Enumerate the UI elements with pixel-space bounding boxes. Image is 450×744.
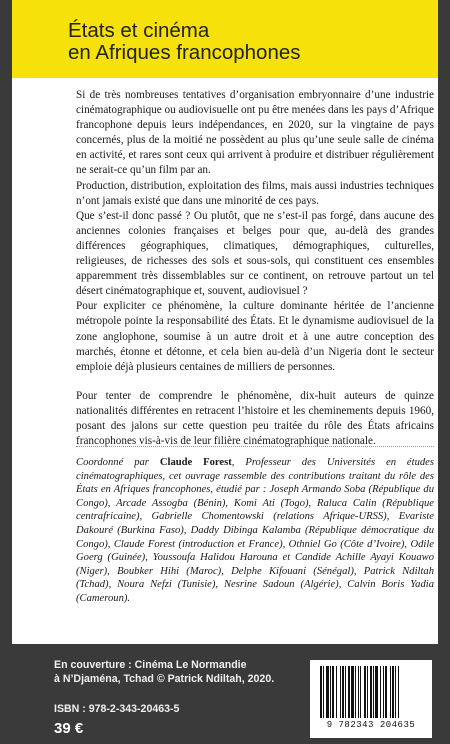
coordinator-name: Claude Forest: [159, 457, 232, 468]
barcode: [310, 660, 432, 738]
paragraph-3: Que s’est-il donc passé ? Ou plutôt, que ne s’est-il pas forgé, dans aucune des anciennes colonies françaises et belges pour que, au-delà des grandes différences géographiques, climatiques, démographiques, culturelles, religieuses, de richesses des sols et sous-sols, qui constituent ces ensembles apparemment très dissemblables sur ce continent, on retrouve partout un tel désert cinématographique et, souvent, audiovisuel ?: [76, 209, 434, 298]
contributors-credits: [76, 456, 434, 606]
dotted-divider: [76, 446, 434, 447]
price: 39 €: [54, 720, 84, 737]
paragraph-4: Pour expliciter ce phénomène, la culture dominante héritée de l’ancienne métropole pointe la responsabilité des États. Et le dynamisme audiovisuel de la zone anglophone, soumise à un autre droit et à une autre conception des marchés, étonne et détonne, et cela bien au-delà d’un Nigeria dont le secteur emploie déjà plusieurs centaines de milliers de personnes.: [76, 300, 434, 373]
barcode-digits: 9 782343 204635: [326, 720, 416, 730]
paragraph-1: Si de très nombreuses tentatives d’organisation embryonnaire d’une industrie cinématographique ou audiovisuelle ont pu être menées dans les pays d’Afrique francophone depuis leurs indépendances, en 2020, sur la vingtaine de pays concernés, plus de la moitié ne possèdent au plus qu’une seule salle de cinéma en activité, et rares sont ceux qui arrivent à produire et distribuer régulièrement ne serait-ce qu’un film par an.: [76, 89, 434, 177]
barcode-bars-icon: [316, 666, 426, 720]
isbn: ISBN : 978-2-343-20463-5: [54, 703, 180, 715]
cover-credit-line-1: En couverture : Cinéma Le Normandie: [54, 659, 247, 671]
book-title: [68, 20, 301, 64]
paragraph-5: Pour tenter de comprendre le phénomène, dix-huit auteurs de quinze nationalités différentes en retracent l’histoire et les cheminements depuis 1960, posant des jalons sur cette question peu traitée du rôle des États africains francophones vis-à-vis de leur filière cinématographique nationale.: [76, 389, 434, 448]
paragraph-2: Production, distribution, exploitation des films, mais aussi industries techniques n’ont jamais existé que dans une minorité de ces pays.: [76, 179, 434, 207]
title-line-2: en Afriques francophones: [68, 41, 301, 64]
credits-list: , Professeur des Universités en études cinématographiques, cet ouvrage rassemble des contributions traitant du rôle des États en Afriques francophones, étudié par : Joseph Armando Soba (République du Congo), Arcade Assogba (Bénin), Komi Ati (Togo), Raluca Calin (République centrafricaine), Gabrielle Chomentowski (relations Afrique-URSS), Evariste Dakouré (Burkina Faso), Daddy Dibinga Kalamba (République démocratique du Congo), Claude Forest (introduction et France), Othniel Go (Côte d’Ivoire), Odile Goerg (Guinée), Youssoufa Halidou Harouna et Candide Achille Ayayi Kouawo (Niger), Boubker Hihi (Maroc), Delphe Kifouani (Sénégal), Patrick Ndiltah (Tchad), Noura Nefzi (Tunisie), Nesrine Sadoun (Algérie), Calvin Boris Yadia (Cameroun).: [76, 457, 434, 604]
title-line-1: États et cinéma: [68, 19, 210, 42]
blurb: [76, 88, 434, 449]
cover-credit-line-2: à N’Djaména, Tchad © Patrick Ndiltah, 2020.: [54, 673, 275, 685]
cover-credit: [54, 658, 274, 686]
credits-prefix: Coordonné par: [76, 457, 149, 468]
